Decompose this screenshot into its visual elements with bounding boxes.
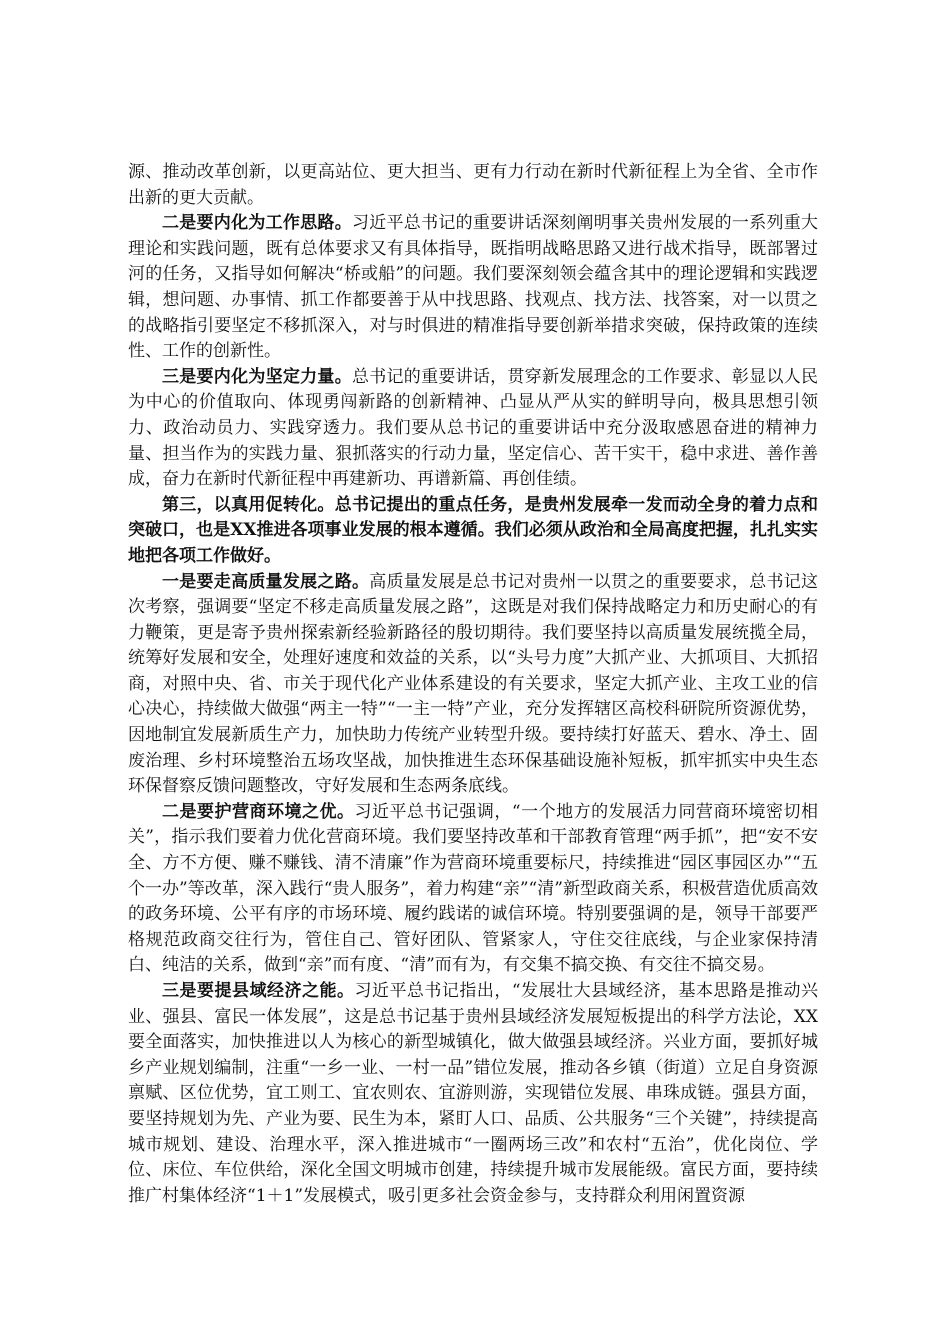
document-body xyxy=(128,160,818,1209)
paragraph-lead: 三是要内化为坚定力量。 xyxy=(162,366,352,387)
section-heading-third xyxy=(128,493,818,570)
paragraph-lead: 一是要走高质量发展之路。 xyxy=(162,571,370,592)
paragraph-firm-strength xyxy=(128,365,818,493)
paragraph-text: 习近平总书记的重要讲话深刻阐明事关贵州发展的一系列重大理论和实践问题，既有总体要求又有具体指导，既指明战略思路又进行战术指导，既部署过河的任务，又指导如何解决“桥或船”的问题。我们要深刻领会蕴含其中的理论逻辑和实践逻辑，想问题、办事情、抓工作都要善于从中找思路、找观点、找方法、找答案，对一以贯之的战略指引要坚定不移抓深入，对与时俱进的精准指导要创新举措求突破，保持政策的连续性、工作的创新性。 xyxy=(128,213,819,362)
paragraph-lead: 第三，以真用促转化。总书记提出的重点任务，是贵州发展牵一发而动全身的着力点和突破口，也是XX推进各项事业发展的根本遵循。我们必须从政治和全局高度把握，扎扎实实地把各项工作做好。 xyxy=(128,494,818,566)
paragraph-text: 源、推动改革创新，以更高站位、更大担当、更有力行动在新时代新征程上为全省、全市作出新的更大贡献。 xyxy=(128,162,818,208)
paragraph-text: 习近平总书记强调，“一个地方的发展活力同营商环境密切相关”，指示我们要着力优化营商环境。我们要坚持改革和干部教育管理“两手抓”，把“安不安全、方不方便、赚不赚钱、清不清廉”作为营商环境重要标尺，持续推进“园区事园区办”“五个一办”等改革，深入践行“贵人服务”，着力构建“亲”“清”新型政商关系，积极营造优质高效的政务环境、公平有序的市场环境、履约践诺的诚信环境。特别要强调的是，领导干部要严格规范政商交往行为，管住自己、管好团队、管紧家人，守住交往底线，与企业家保持清白、纯洁的关系，做到“亲”而有度、“清”而有为，有交集不搞交换、有交往不搞交易。 xyxy=(128,801,819,976)
paragraph-lead: 二是要内化为工作思路。 xyxy=(162,213,352,234)
paragraph-lead: 二是要护营商环境之优。 xyxy=(162,801,355,822)
paragraph-work-approach xyxy=(128,211,818,365)
paragraph-text: 总书记的重要讲话，贯穿新发展理念的工作要求、彰显以人民为中心的价值取向、体现勇闯新路的创新精神、凸显从严从实的鲜明导向，极具思想引领力、政治动员力、实践穿透力。我们要从总书记的重要讲话中充分汲取感恩奋进的精神力量、担当作为的实践力量、狠抓落实的行动力量，坚定信心、苦干实干，稳中求进、善作善成，奋力在新时代新征程中再建新功、再谱新篇、再创佳绩。 xyxy=(128,366,819,490)
paragraph-business-environment xyxy=(128,800,818,979)
paragraph-high-quality-development xyxy=(128,570,818,800)
paragraph-continuation xyxy=(128,160,818,211)
paragraph-text: 习近平总书记指出，“发展壮大县域经济，基本思路是推动兴业、强县、富民一体发展”，这是总书记基于贵州县域经济发展短板提出的科学方法论，XX要全面落实，加快推进以人为核心的新型城镇化，做大做强县域经济。兴业方面，要抓好城乡产业规划编制，注重“一乡一业、一村一品”错位发展，推动各乡镇（街道）立足自身资源禀赋、区位优势，宜工则工、宜农则农、宜游则游，实现错位发展、串珠成链。强县方面，要坚持规划为先、产业为要、民生为本，紧盯人口、品质、公共服务“三个关键”，持续提高城市规划、建设、治理水平，深入推进城市“一圈两场三改”和农村“五治”，优化岗位、学位、床位、车位供给，深化全国文明城市创建，持续提升城市发展能级。富民方面，要持续推广村集体经济“1＋1”发展模式，吸引更多社会资金参与，支持群众利用闲置资源 xyxy=(128,981,819,1206)
paragraph-text: 高质量发展是总书记对贵州一以贯之的重要要求，总书记这次考察，强调要“坚定不移走高质量发展之路”，这既是对我们保持战略定力和历史耐心的有力鞭策，更是寄予贵州探索新经验新路径的殷切期待。我们要坚持以高质量发展统揽全局，统筹好发展和安全，处理好速度和效益的关系，以“头号力度”大抓产业、大抓项目、大抓招商，对照中央、省、市关于现代化产业体系建设的有关要求，坚定大抓产业、主攻工业的信心决心，持续做大做强“两主一特”“一主一特”产业，充分发挥辖区高校科研院所资源优势，因地制宜发展新质生产力，加快助力传统产业转型升级。要持续打好蓝天、碧水、净土、固废治理、乡村环境整治五场攻坚战，加快推进生态环保基础设施补短板，抓牢抓实中央生态环保督察反馈问题整改，守好发展和生态两条底线。 xyxy=(128,571,819,797)
paragraph-county-economy xyxy=(128,979,818,1209)
paragraph-lead: 三是要提县域经济之能。 xyxy=(162,981,355,1001)
